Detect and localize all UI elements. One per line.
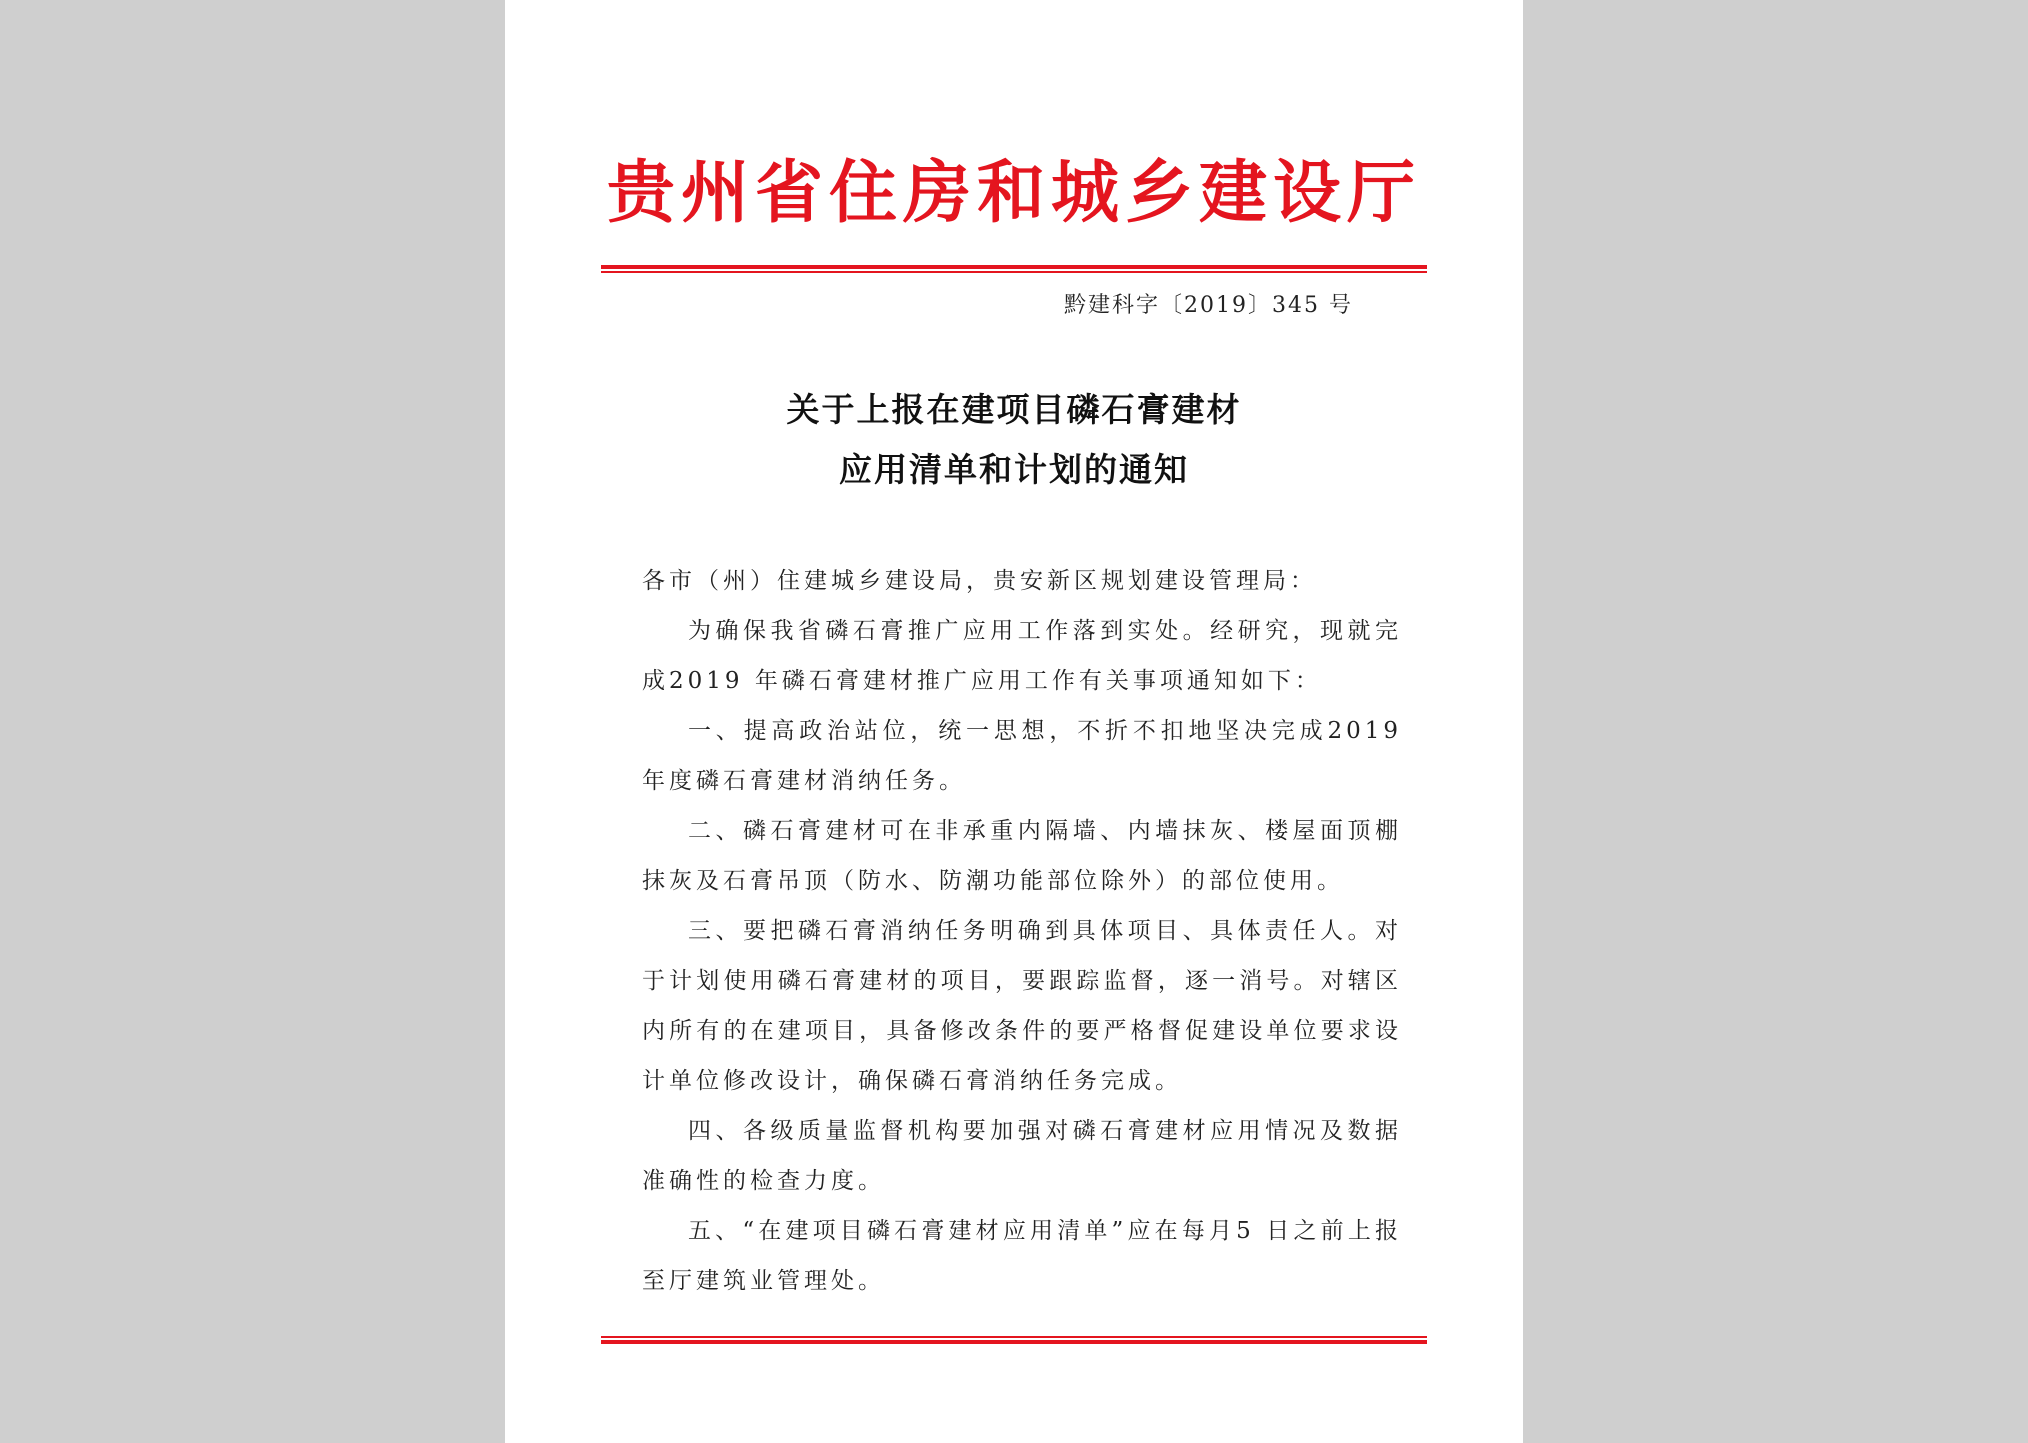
item-3-paragraph: 三、要把磷石膏消纳任务明确到具体项目、具体责任人。对于计划使用磷石膏建材的项目，要跟踪监督，逐一消号。对辖区内所有的在建项目，具备修改条件的要严格督促建设单位要求设计单位修改设计，确保磷石膏消纳任务完成。 bbox=[642, 918, 1402, 1094]
header-red-rule-thick bbox=[601, 265, 1427, 269]
item-2-paragraph: 二、磷石膏建材可在非承重内隔墙、内墙抹灰、楼屋面顶棚抹灰及石膏吊顶（防水、防潮功能部位除外）的部位使用。 bbox=[642, 818, 1402, 894]
item-1-paragraph: 一、提高政治站位，统一思想，不折不扣地坚决完成2019 年度磷石膏建材消纳任务。 bbox=[642, 718, 1402, 794]
issuing-authority-header: 贵州省住房和城乡建设厅 bbox=[606, 154, 1421, 233]
header-red-rule bbox=[601, 265, 1427, 273]
document-number: 黔建科字〔2019〕345 号 bbox=[1064, 293, 1353, 318]
title-line-1: 关于上报在建项目磷石膏建材 bbox=[786, 390, 1242, 429]
intro-paragraph: 为确保我省磷石膏推广应用工作落到实处。经研究，现就完成2019 年磷石膏建材推广应用工作有关事项通知如下： bbox=[642, 618, 1402, 694]
title-line-2: 应用清单和计划的通知 bbox=[839, 450, 1189, 489]
header-red-rule-thin bbox=[601, 271, 1427, 273]
item-4-paragraph: 四、各级质量监督机构要加强对磷石膏建材应用情况及数据准确性的检查力度。 bbox=[642, 1118, 1402, 1194]
salutation: 各市（州）住建城乡建设局，贵安新区规划建设管理局： bbox=[642, 568, 1317, 594]
document-page bbox=[505, 0, 1523, 1443]
document-body bbox=[642, 556, 1402, 1306]
footer-red-rule-thin bbox=[601, 1336, 1427, 1338]
footer-red-rule-thick bbox=[601, 1340, 1427, 1344]
item-5-paragraph: 五、“在建项目磷石膏建材应用清单”应在每月5 日之前上报至厅建筑业管理处。 bbox=[642, 1218, 1402, 1294]
document-title bbox=[601, 380, 1427, 500]
footer-red-rule bbox=[601, 1336, 1427, 1344]
